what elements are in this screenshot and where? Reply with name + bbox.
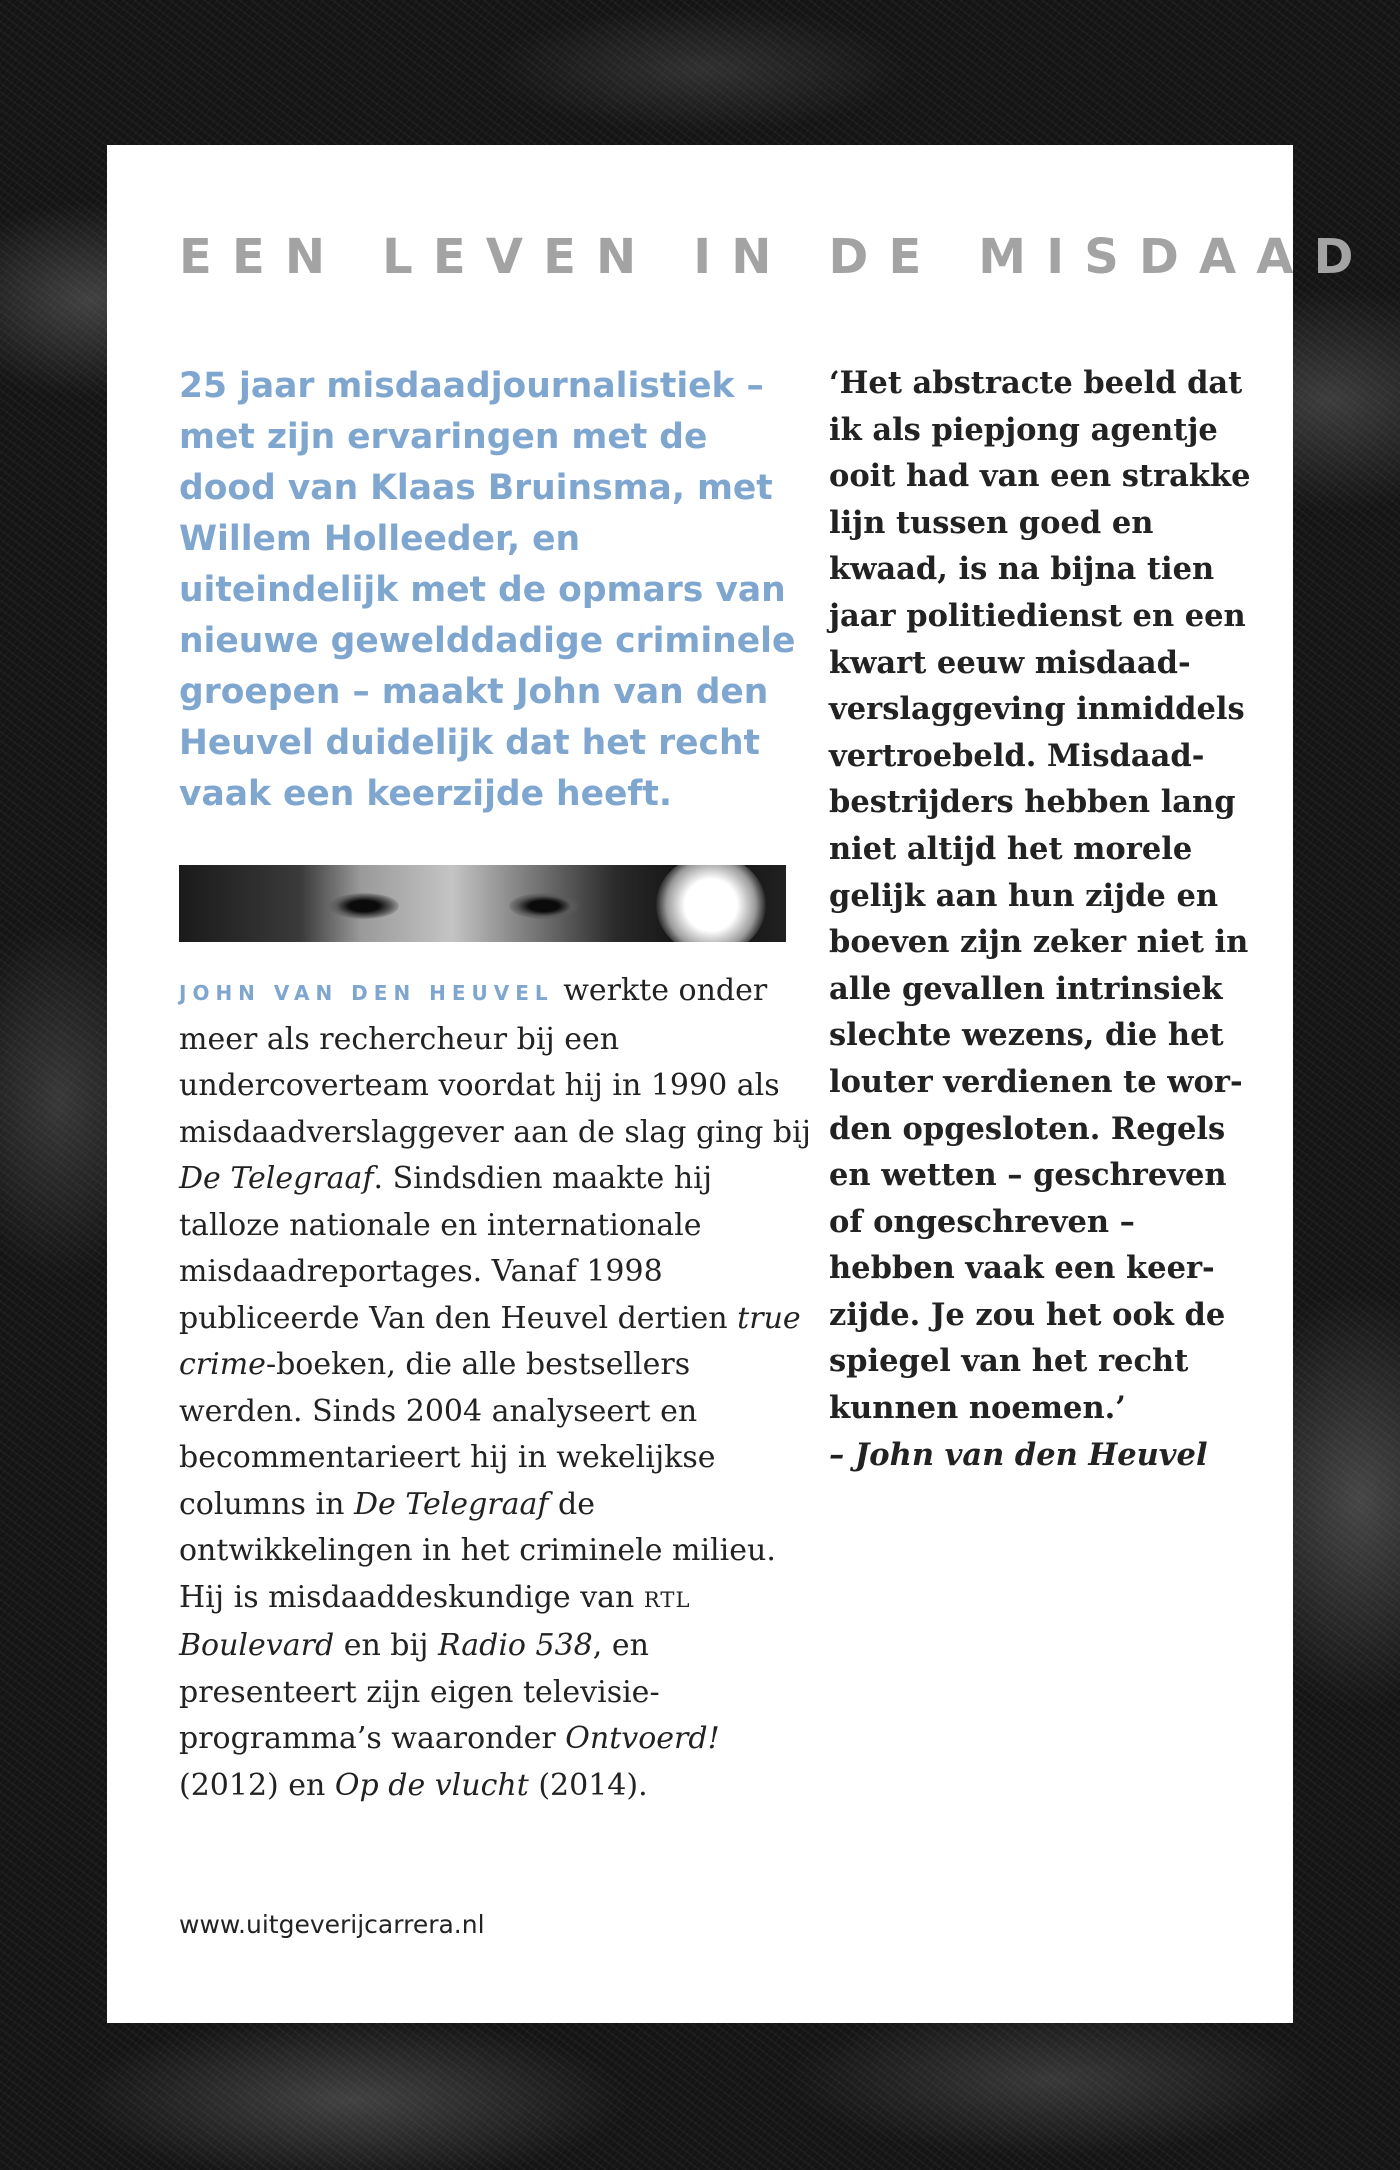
quote-text: ‘Het abstracte beeld dat ik als piepjong agentje ooit had van een strakke lijn tussen goed en kwaad, is na bijna tien jaar politiedienst en een kwart eeuw misdaadverslaggeving inmiddels vertroebeld. Misdaadbestrijders hebben lang niet altijd het morele gelijk aan hun zijde en boeven zijn zeker niet in alle gevallen intrinsiek slechte wezens, die het louter verdienen te worden opgesloten. Regels en wetten – geschreven of ongeschreven – hebben vaak een keerzijde. Je zou het ook de spiegel van het recht kunnen noemen.’ — [829, 365, 1251, 1427]
author-quote — [829, 360, 1269, 1478]
bio-text: . Sindsdien maakte hij talloze nationale en internationale misdaadreportages. Vanaf 1998 publiceerde Van den Heuvel dertien — [179, 1161, 738, 1336]
author-eyes-photo — [179, 865, 786, 942]
right-eye — [509, 893, 579, 919]
bio-text: (2014). — [528, 1767, 648, 1803]
bio-text: werkte onder meer als rechercheur bij een undercoverteam voordat hij in 1990 als misdaadverslaggever aan de slag ging bij — [179, 973, 811, 1150]
back-cover-panel — [107, 145, 1374, 2023]
bio-text: -boeken, die alle bestsellers werden. Sinds 2004 analyseert en becommentarieert hij in wekelijkse columns in — [179, 1347, 716, 1522]
cover-heading: EEN LEVEN IN DE MISDAAD — [179, 229, 1374, 285]
bio-italic: De Telegraaf — [353, 1486, 549, 1522]
bio-italic: Radio 538 — [437, 1628, 593, 1663]
author-name: JOHN VAN DEN HEUVEL — [179, 981, 554, 1005]
light-glow — [656, 865, 766, 942]
bio-text: (2012) en — [179, 1767, 335, 1803]
bio-italic: true crime — [179, 1300, 801, 1382]
bio-text: de ontwikkelingen in het criminele milieu. Hij is misdaaddeskundige van — [179, 1486, 776, 1615]
bio-italic: Ontvoerd! — [565, 1721, 720, 1756]
lead-paragraph: 25 jaar misdaadjournalistiek – met zijn ervaringen met de dood van Klaas Bruinsma, met Willem Holleeder, en uiteindelijk met de opmars van nieuwe gewelddadige criminele groepen – maakt John van den Heuvel duidelijk dat het recht vaak een keerzijde heeft. — [179, 366, 796, 814]
bio-text: , en presenteert zijn eigen televisieprogramma’s waaronder — [179, 1628, 660, 1756]
author-bio — [179, 968, 819, 1809]
left-eye — [329, 893, 399, 919]
bio-italic: Boulevard — [179, 1628, 335, 1663]
bio-italic: Op de vlucht — [334, 1767, 529, 1803]
publisher-website: www.uitgeverijcarrera.nl — [179, 1910, 485, 1939]
bio-text: en bij — [334, 1628, 438, 1663]
quote-author: – John van den Heuvel — [829, 1436, 1208, 1473]
bio-italic: De Telegraaf — [179, 1161, 374, 1196]
bio-smallcaps: RTL — [643, 1587, 691, 1612]
